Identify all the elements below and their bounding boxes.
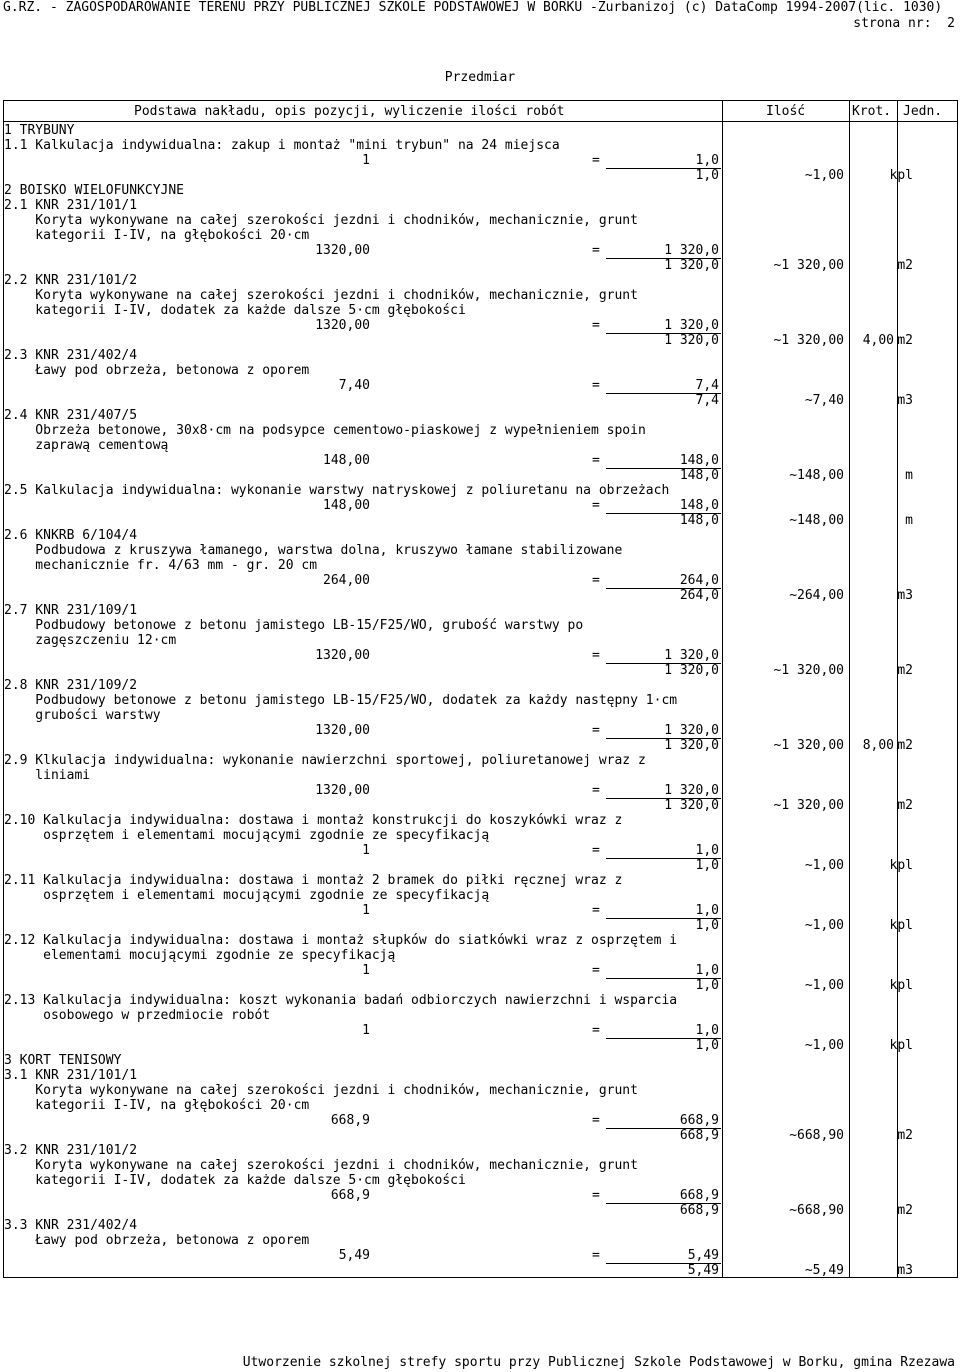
calc-result: 1 320,0 (664, 318, 719, 333)
item-unit: m3 (897, 1263, 913, 1278)
item-description-line: Koryta wykonywane na całej szerokości jezdni i chodników, mechanicznie, grunt (4, 288, 638, 303)
item-qty: ~1 320,00 (773, 738, 844, 753)
item-unit: m2 (897, 663, 913, 678)
item-description-line: grubości warstwy (4, 708, 161, 723)
item-sum: 668,9 (679, 1128, 719, 1143)
bill-of-quantities-table (3, 100, 958, 1278)
item-krot: 8,00 (862, 738, 894, 753)
calc-result: 264,0 (679, 573, 719, 588)
item-qty: ~1,00 (804, 858, 844, 873)
item-description-line: osobowego w przedmiocie robót (4, 1008, 271, 1023)
calc-equals-sign: = (592, 723, 600, 738)
item-sum: 1,0 (695, 168, 719, 183)
item-unit: m (905, 468, 913, 483)
item-sum: 264,0 (679, 588, 719, 603)
item-title: 2.11 Kalkulacja indywidualna: dostawa i montaż 2 bramek do piłki ręcznej wraz z (4, 873, 623, 888)
item-title: 2.7 KNR 231/109/1 (4, 603, 138, 618)
item-description-line: liniami (4, 768, 91, 783)
calc-equals-sign: = (592, 1023, 600, 1038)
item-title: 3.1 KNR 231/101/1 (4, 1068, 138, 1083)
item-title: 2.4 KNR 231/407/5 (4, 408, 138, 423)
item-title: 1.1 Kalkulacja indywidualna: zakup i montaż "mini trybun" na 24 miejsca (4, 138, 560, 153)
item-title: 2.9 Klkulacja indywidualna: wykonanie nawierzchni sportowej, poliuretanowej wraz z (4, 753, 646, 768)
item-unit: kpl (889, 1038, 913, 1053)
item-description-line: kategorii I-IV, dodatek za każde dalsze 5·cm głębokości (4, 1173, 466, 1188)
section-heading: 1 TRYBUNY (4, 123, 75, 138)
column-header-description: Podstawa nakładu, opis pozycji, wyliczenie ilości robót (134, 104, 565, 119)
item-sum: 148,0 (679, 468, 719, 483)
calc-result: 1 320,0 (664, 723, 719, 738)
column-divider (722, 101, 723, 1277)
calc-result: 1 320,0 (664, 243, 719, 258)
item-qty: ~1,00 (804, 978, 844, 993)
calc-result: 148,0 (679, 453, 719, 468)
item-description-line: Podbudowy betonowe z betonu jamistego LB-15/F25/WO, grubość warstwy po (4, 618, 584, 633)
item-qty: ~264,00 (789, 588, 844, 603)
item-sum: 1 320,0 (664, 738, 719, 753)
item-sum: 5,49 (687, 1263, 719, 1278)
column-header-qty: Ilość (766, 104, 806, 119)
item-sum: 668,9 (679, 1203, 719, 1218)
calc-result: 7,4 (695, 378, 719, 393)
item-description-line: Obrzeża betonowe, 30x8·cm na podsypce cementowo-piaskowej z wypełnieniem spoin (4, 423, 646, 438)
document-header-title: G.RZ. - ZAGOSPODAROWANIE TERENU PRZY PUBLICZNEJ SZKOLE PODSTAWOWEJ W BORKU -Zurbanizoj (c) DataComp 1994-2007(lic. 1030) (3, 0, 943, 15)
item-title: 2.10 Kalkulacja indywidualna: dostawa i montaż konstrukcji do koszykówki wraz z (4, 813, 623, 828)
item-unit: m2 (897, 1203, 913, 1218)
item-sum: 1 320,0 (664, 258, 719, 273)
item-sum: 1,0 (695, 858, 719, 873)
calc-equals-sign: = (592, 153, 600, 168)
item-title: 2.1 KNR 231/101/1 (4, 198, 138, 213)
item-title: 2.8 KNR 231/109/2 (4, 678, 138, 693)
item-qty: ~1 320,00 (773, 663, 844, 678)
item-title: 2.2 KNR 231/101/2 (4, 273, 138, 288)
item-qty: ~1,00 (804, 1038, 844, 1053)
item-qty: ~1 320,00 (773, 798, 844, 813)
calc-equals-sign: = (592, 903, 600, 918)
calc-result: 1 320,0 (664, 648, 719, 663)
calc-expression: 1320,00 (315, 243, 370, 258)
calc-expression: 1 (362, 843, 370, 858)
page-number: strona nr: 2 (853, 16, 955, 31)
section-heading: 3 KORT TENISOWY (4, 1053, 122, 1068)
calc-expression: 1 (362, 903, 370, 918)
item-title: 2.12 Kalkulacja indywidualna: dostawa i montaż słupków do siatkówki wraz z osprzętem i (4, 933, 678, 948)
calc-result: 1 320,0 (664, 783, 719, 798)
item-qty: ~668,90 (789, 1203, 844, 1218)
calc-result: 668,9 (679, 1113, 719, 1128)
item-qty: ~1,00 (804, 918, 844, 933)
item-description-line: mechanicznie fr. 4/63 mm - gr. 20 cm (4, 558, 318, 573)
calc-result: 1,0 (695, 963, 719, 978)
item-description-line: Podbudowa z kruszywa łamanego, warstwa dolna, kruszywo łamane stabilizowane (4, 543, 623, 558)
item-sum: 1 320,0 (664, 798, 719, 813)
item-description-line: Ławy pod obrzeża, betonowa z oporem (4, 1233, 310, 1248)
column-divider (897, 101, 898, 1277)
item-unit: m2 (897, 333, 913, 348)
calc-equals-sign: = (592, 318, 600, 333)
calc-expression: 668,9 (330, 1113, 370, 1128)
item-description-line: kategorii I-IV, na głębokości 20·cm (4, 1098, 310, 1113)
calc-expression: 264,00 (323, 573, 370, 588)
item-title: 2.6 KNKRB 6/104/4 (4, 528, 138, 543)
page-title: Przedmiar (444, 70, 516, 85)
calc-result: 5,49 (687, 1248, 719, 1263)
item-unit: kpl (889, 858, 913, 873)
item-description-line: kategorii I-IV, dodatek za każde dalsze 5·cm głębokości (4, 303, 466, 318)
item-unit: kpl (889, 168, 913, 183)
item-description-line: kategorii I-IV, na głębokości 20·cm (4, 228, 310, 243)
item-description-line: Podbudowy betonowe z betonu jamistego LB-15/F25/WO, dodatek za każdy następny 1·cm (4, 693, 678, 708)
calc-expression: 1 (362, 1023, 370, 1038)
calc-expression: 5,49 (338, 1248, 370, 1263)
item-description-line: osprzętem i elementami mocującymi zgodnie ze specyfikacją (4, 828, 490, 843)
item-qty: ~148,00 (789, 468, 844, 483)
column-divider (849, 101, 850, 1277)
item-title: 3.2 KNR 231/101/2 (4, 1143, 138, 1158)
item-unit: m2 (897, 798, 913, 813)
calc-equals-sign: = (592, 963, 600, 978)
item-qty: ~1,00 (804, 168, 844, 183)
item-sum: 7,4 (695, 393, 719, 408)
calc-result: 668,9 (679, 1188, 719, 1203)
calc-expression: 148,00 (323, 498, 370, 513)
calc-result: 1,0 (695, 903, 719, 918)
calc-equals-sign: = (592, 453, 600, 468)
item-unit: m2 (897, 1128, 913, 1143)
item-title: 2.5 Kalkulacja indywidualna: wykonanie warstwy natryskowej z poliuretanu na obrzeżach (4, 483, 670, 498)
item-description-line: Koryta wykonywane na całej szerokości jezdni i chodników, mechanicznie, grunt (4, 1083, 638, 1098)
item-title: 3.3 KNR 231/402/4 (4, 1218, 138, 1233)
calc-equals-sign: = (592, 573, 600, 588)
item-sum: 1 320,0 (664, 663, 719, 678)
item-description-line: elementami mocującymi zgodnie ze specyfikacją (4, 948, 396, 963)
item-unit: m2 (897, 258, 913, 273)
calc-expression: 1320,00 (315, 648, 370, 663)
item-unit: m (905, 513, 913, 528)
item-sum: 1,0 (695, 978, 719, 993)
calc-result: 1,0 (695, 153, 719, 168)
section-heading: 2 BOISKO WIELOFUNKCYJNE (4, 183, 185, 198)
calc-expression: 1 (362, 153, 370, 168)
item-description-line: Koryta wykonywane na całej szerokości jezdni i chodników, mechanicznie, grunt (4, 213, 638, 228)
calc-expression: 148,00 (323, 453, 370, 468)
calc-equals-sign: = (592, 1188, 600, 1203)
column-header-krot: Krot. (852, 104, 892, 119)
item-sum: 1,0 (695, 1038, 719, 1053)
calc-equals-sign: = (592, 783, 600, 798)
document-footer: Utworzenie szkolnej strefy sportu przy Publicznej Szkole Podstawowej w Borku, gmina Rzezawa (242, 1355, 955, 1370)
calc-expression: 1320,00 (315, 723, 370, 738)
calc-expression: 1320,00 (315, 783, 370, 798)
item-qty: ~1 320,00 (773, 258, 844, 273)
calc-equals-sign: = (592, 1113, 600, 1128)
calc-equals-sign: = (592, 843, 600, 858)
item-qty: ~148,00 (789, 513, 844, 528)
item-sum: 1,0 (695, 918, 719, 933)
calc-equals-sign: = (592, 648, 600, 663)
item-description-line: zaprawą cementową (4, 438, 169, 453)
item-unit: m2 (897, 738, 913, 753)
item-description-line: osprzętem i elementami mocującymi zgodnie ze specyfikacją (4, 888, 490, 903)
item-title: 2.3 KNR 231/402/4 (4, 348, 138, 363)
calc-equals-sign: = (592, 1248, 600, 1263)
calc-expression: 7,40 (338, 378, 370, 393)
calc-equals-sign: = (592, 498, 600, 513)
item-krot: 4,00 (862, 333, 894, 348)
calc-result: 148,0 (679, 498, 719, 513)
calc-equals-sign: = (592, 243, 600, 258)
item-description-line: zagęszczeniu 12·cm (4, 633, 177, 648)
calc-expression: 1320,00 (315, 318, 370, 333)
calc-expression: 668,9 (330, 1188, 370, 1203)
calc-result: 1,0 (695, 843, 719, 858)
item-qty: ~1 320,00 (773, 333, 844, 348)
item-title: 2.13 Kalkulacja indywidualna: koszt wykonania badań odbiorczych nawierzchni i wsparcia (4, 993, 678, 1008)
item-description-line: Koryta wykonywane na całej szerokości jezdni i chodników, mechanicznie, grunt (4, 1158, 638, 1173)
item-sum: 1 320,0 (664, 333, 719, 348)
item-qty: ~668,90 (789, 1128, 844, 1143)
item-unit: kpl (889, 978, 913, 993)
header-divider (4, 121, 957, 122)
item-unit: m3 (897, 393, 913, 408)
item-qty: ~5,49 (804, 1263, 844, 1278)
column-header-unit: Jedn. (903, 104, 943, 119)
calc-result: 1,0 (695, 1023, 719, 1038)
item-unit: m3 (897, 588, 913, 603)
item-description-line: Ławy pod obrzeża, betonowa z oporem (4, 363, 310, 378)
calc-equals-sign: = (592, 378, 600, 393)
item-unit: kpl (889, 918, 913, 933)
calc-expression: 1 (362, 963, 370, 978)
item-qty: ~7,40 (804, 393, 844, 408)
item-sum: 148,0 (679, 513, 719, 528)
